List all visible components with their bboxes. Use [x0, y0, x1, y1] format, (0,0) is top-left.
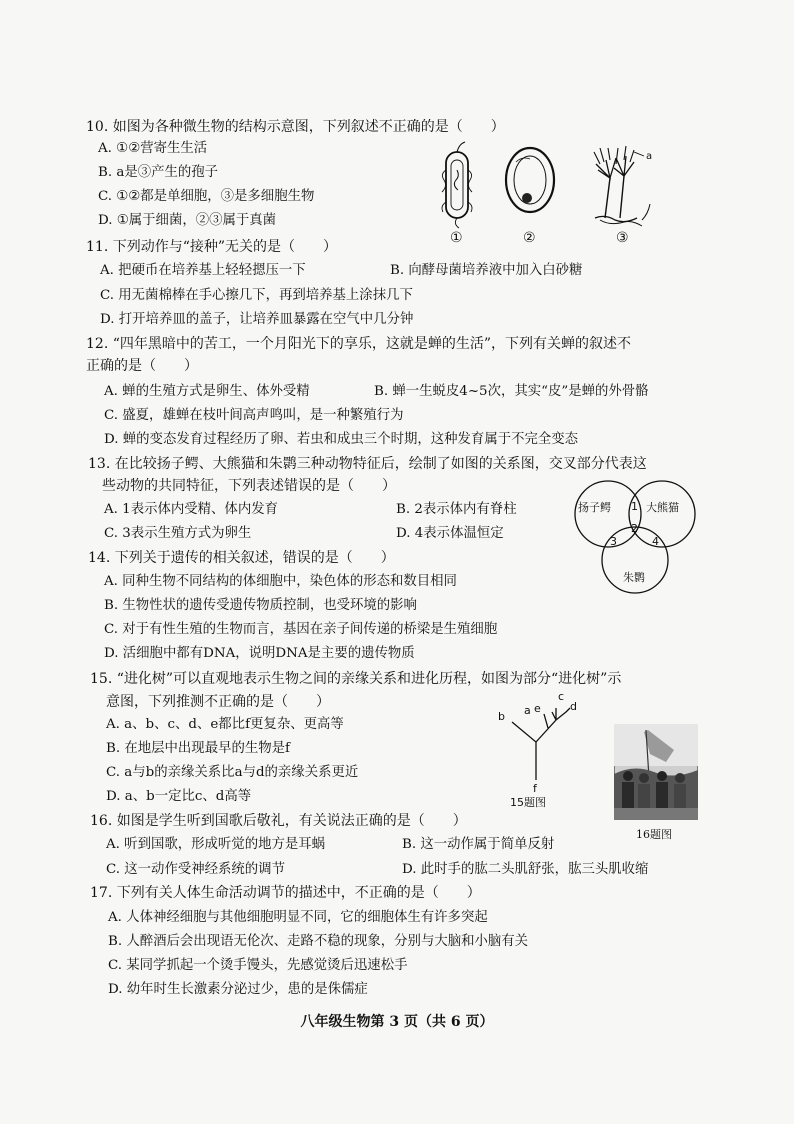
- tree-label-e: e: [534, 702, 541, 715]
- q14-option-c: C. 对于有性生殖的生物而言，基因在亲子间传递的桥梁是生殖细胞: [104, 622, 498, 637]
- q15-option-a: A. a、b、c、d、e都比f更复杂、更高等: [106, 717, 344, 732]
- q17-option-b: B. 人醉酒后会出现语无伦次、走路不稳的现象，分别与大脑和小脑有关: [108, 934, 529, 949]
- label-2: ②: [523, 230, 536, 246]
- label-1: ①: [450, 230, 463, 246]
- q16-option-d: D. 此时手的肱二头肌舒张，肱三头肌收缩: [402, 862, 649, 877]
- tree-label-f: f: [533, 782, 537, 795]
- q17-option-a: A. 人体神经细胞与其他细胞明显不同，它的细胞体生有许多突起: [108, 910, 488, 925]
- q11-option-c: C. 用无菌棉棒在手心擦几下，再到培养基上涂抹几下: [100, 288, 413, 303]
- q13-option-c: C. 3表示生殖方式为卵生: [104, 526, 252, 541]
- q11-option-a: A. 把硬币在培养基上轻轻摁压一下: [100, 263, 306, 278]
- penicillium-drawing: [594, 146, 652, 226]
- venn-region-2: 2: [631, 522, 638, 535]
- q17-stem: 17. 下列有关人体生命活动调节的描述中，不正确的是（ ）: [90, 885, 481, 901]
- q11-option-d: D. 打开培养皿的盖子，让培养皿暴露在空气中几分钟: [100, 312, 414, 327]
- label-a: a: [646, 151, 653, 162]
- tree-label-a: a: [524, 704, 531, 717]
- q13-stem: 13. 在比较扬子鳄、大熊猫和朱鹮三种动物特征后，绘制了如图的关系图，交叉部分代表这: [88, 456, 647, 472]
- venn-label-ibis: 朱鹮: [623, 571, 645, 584]
- q12-option-b: B. 蝉一生蜕皮4~5次，其实“皮”是蝉的外骨骼: [374, 384, 649, 399]
- q13-stem-line2: 些动物的共同特征，下列表述错误的是（ ）: [102, 478, 396, 494]
- q17-option-c: C. 某同学抓起一个烫手馒头，先感觉烫后迅速松手: [108, 958, 408, 973]
- bacterium-drawing: [442, 142, 472, 228]
- q10-stem: 10. 如图为各种微生物的结构示意图，下列叙述不正确的是（ ）: [86, 119, 505, 135]
- q13-option-a: A. 1表示体内受精、体内发育: [104, 502, 278, 517]
- q15-option-d: D. a、b一定比c、d高等: [106, 789, 252, 804]
- q14-option-d: D. 活细胞中都有DNA，说明DNA是主要的遗传物质: [104, 646, 415, 661]
- q14-option-a: A. 同种生物不同结构的体细胞中，染色体的形态和数目相同: [104, 574, 457, 589]
- q14-option-b: B. 生物性状的遗传受遗传物质控制，也受环境的影响: [104, 598, 417, 613]
- q12-option-c: C. 盛夏，雄蝉在枝叶间高声鸣叫，是一种繁殖行为: [104, 408, 404, 423]
- q16-option-a: A. 听到国歌，形成听觉的地方是耳蜗: [106, 837, 326, 852]
- evolution-tree: [490, 692, 590, 808]
- venn-diagram: [568, 480, 710, 598]
- venn-region-3: 3: [610, 535, 617, 548]
- q12-option-d: D. 蝉的变态发育过程经历了卵、若虫和成虫三个时期，这种发育属于不完全变态: [104, 432, 579, 447]
- venn-label-alligator: 扬子鳄: [578, 501, 611, 514]
- q11-stem: 11. 下列动作与“接种”无关的是（ ）: [86, 239, 338, 255]
- yeast-drawing: [506, 148, 554, 212]
- q15-option-c: C. a与b的亲缘关系比a与d的亲缘关系更近: [106, 765, 359, 780]
- tree-label-b: b: [498, 710, 505, 723]
- q15-stem: 15. “进化树”可以直观地表示生物之间的亲缘关系和进化历程，如图为部分“进化树”示: [90, 671, 622, 687]
- q10-option-a: A. ①②营寄生生活: [98, 141, 208, 156]
- q12-stem: 12. “四年黑暗中的苦工，一个月阳光下的享乐，这就是蝉的生活”，下列有关蝉的叙述不: [86, 336, 632, 352]
- salute-photo: [614, 724, 698, 820]
- q17-option-d: D. 幼年时生长激素分泌过少，患的是侏儒症: [108, 982, 368, 997]
- q10-option-d: D. ①属于细菌，②③属于真菌: [98, 213, 277, 228]
- q14-stem: 14. 下列关于遗传的相关叙述，错误的是（ ）: [88, 550, 395, 566]
- venn-label-panda: 大熊猫: [646, 501, 679, 514]
- fig15-caption: 15题图: [510, 796, 546, 808]
- q10-option-c: C. ①②都是单细胞，③是多细胞生物: [98, 189, 315, 204]
- q13-option-b: B. 2表示体内有脊柱: [396, 502, 517, 517]
- label-3: ③: [616, 230, 629, 246]
- venn-region-4: 4: [652, 535, 659, 548]
- q12-option-a: A. 蝉的生殖方式是卵生、体外受精: [104, 384, 310, 399]
- q10-option-b: B. a是③产生的孢子: [98, 165, 219, 180]
- q12-stem-line2: 正确的是（ ）: [86, 358, 198, 374]
- q16-option-b: B. 这一动作属于简单反射: [402, 837, 555, 852]
- tree-label-c: c: [558, 692, 565, 703]
- venn-region-1: 1: [631, 500, 638, 513]
- q15-stem-line2: 意图，下列推测不正确的是（ ）: [106, 694, 330, 710]
- q13-option-d: D. 4表示体温恒定: [396, 526, 504, 541]
- page-footer: 八年级生物第 3 页（共 6 页）: [300, 1014, 494, 1030]
- tree-label-d: d: [570, 700, 577, 713]
- q15-option-b: B. 在地层中出现最早的生物是f: [106, 741, 290, 756]
- microorganism-figure: [430, 140, 670, 248]
- q11-option-b: B. 向酵母菌培养液中加入白砂糖: [390, 263, 583, 278]
- q16-option-c: C. 这一动作受神经系统的调节: [106, 862, 285, 877]
- fig16-caption: 16题图: [636, 828, 672, 841]
- q16-stem: 16. 如图是学生听到国歌后敬礼，有关说法正确的是（ ）: [90, 813, 467, 829]
